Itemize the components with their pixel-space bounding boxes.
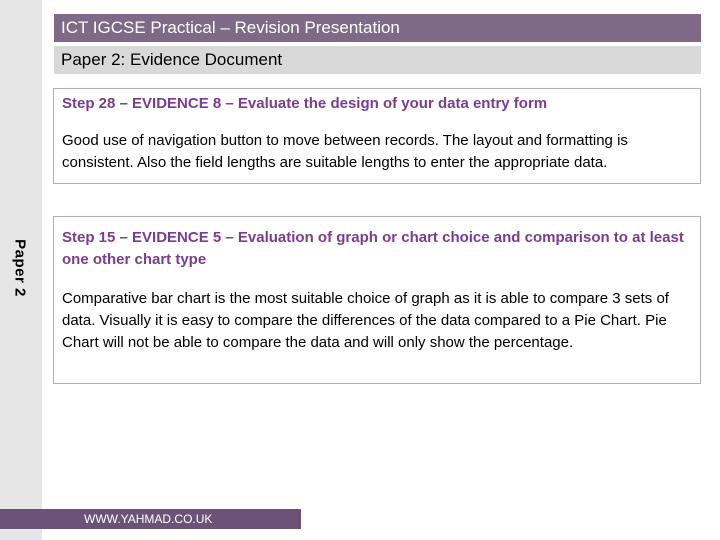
- evidence-body: Comparative bar chart is the most suitable choice of graph as it is able to compare 3 sets of data. Visually it is easy to compare the differences of the data compared to a Pie Chart. Pie Chart will not be able to compare the data and will only show the percentage.: [62, 290, 669, 351]
- evidence-body: Good use of navigation button to move between records. The layout and formatting is consistent. Also the field lengths are suitable lengths to enter the appropriate data.: [62, 132, 628, 171]
- page-subtitle: Paper 2: Evidence Document: [54, 46, 701, 74]
- evidence-heading: Step 28 – EVIDENCE 8 – Evaluate the design of your data entry form: [62, 95, 548, 112]
- evidence-heading: Step 15 – EVIDENCE 5 – Evaluation of graph or chart choice and comparison to at least one other chart type: [62, 229, 684, 268]
- evidence-box-step-28: [53, 88, 701, 184]
- page-title: ICT IGCSE Practical – Revision Presentation: [54, 14, 701, 42]
- side-label: Paper 2: [11, 239, 29, 297]
- evidence-box-step-15: [53, 216, 701, 384]
- footer-website-link[interactable]: WWW.YAHMAD.CO.UK: [0, 509, 301, 529]
